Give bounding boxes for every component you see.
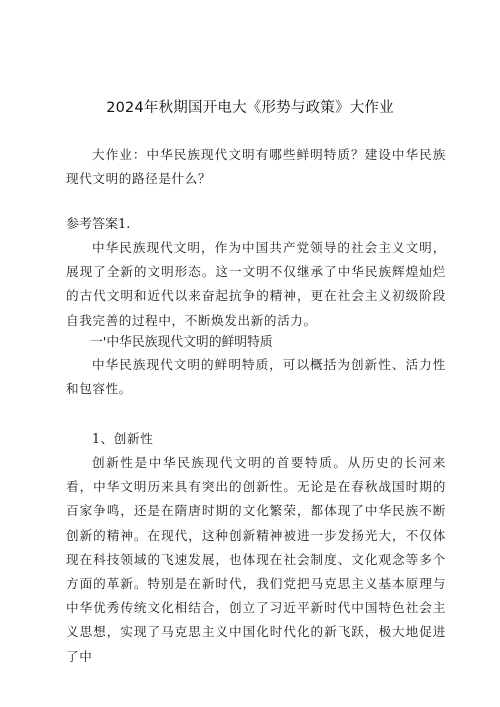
answer-label: 参考答案 <box>66 217 119 232</box>
answer-heading <box>66 215 130 235</box>
assignment-question: 大作业：中华民族现代文明有哪些鲜明特质？建设中华民族现代文明的路径是什么？ <box>66 147 446 187</box>
section-intro-paragraph: 中华民族现代文明的鲜明特质，可以概括为创新性、活力性和包容性。 <box>66 357 446 397</box>
intro-paragraph: 中华民族现代文明，作为中国共产党领导的社会主义文明，展现了全新的文明形态。这一文明不仅继承了中华民族辉煌灿烂的古代文明和近代以来奋起抗争的精神，更在社会主义初级阶段自我完善的过程中，不断焕发出新的活力。 <box>66 240 446 328</box>
answer-number: 1. <box>118 217 131 232</box>
section-heading: 一'中华民族现代文明的鲜明特质 <box>90 335 273 350</box>
subsection-body-paragraph: 创新性是中华民族现代文明的首要特质。从历史的长河来看，中华文明历来具有突出的创新性。无论是在春秋战国时期的百家争鸣，还是在隋唐时期的文化繁荣，都体现了中华民族不断创新的精神。在现代，这种创新精神被进一步发扬光大，不仅体现在科技领域的飞速发展，也体现在社会制度、文化观念等多个方面的革新。特别是在新时代，我们党把马克思主义基本原理与中华优秀传统文化相结合，创立了习近平新时代中国特色社会主义思想，实现了马克思主义中国化时代化的新飞跃，极大地促进了中 <box>66 455 446 664</box>
subsection-heading: 1、创新性 <box>92 431 154 446</box>
document-title: 2024年秋期国开电大《形势与政策》大作业 <box>106 100 394 116</box>
